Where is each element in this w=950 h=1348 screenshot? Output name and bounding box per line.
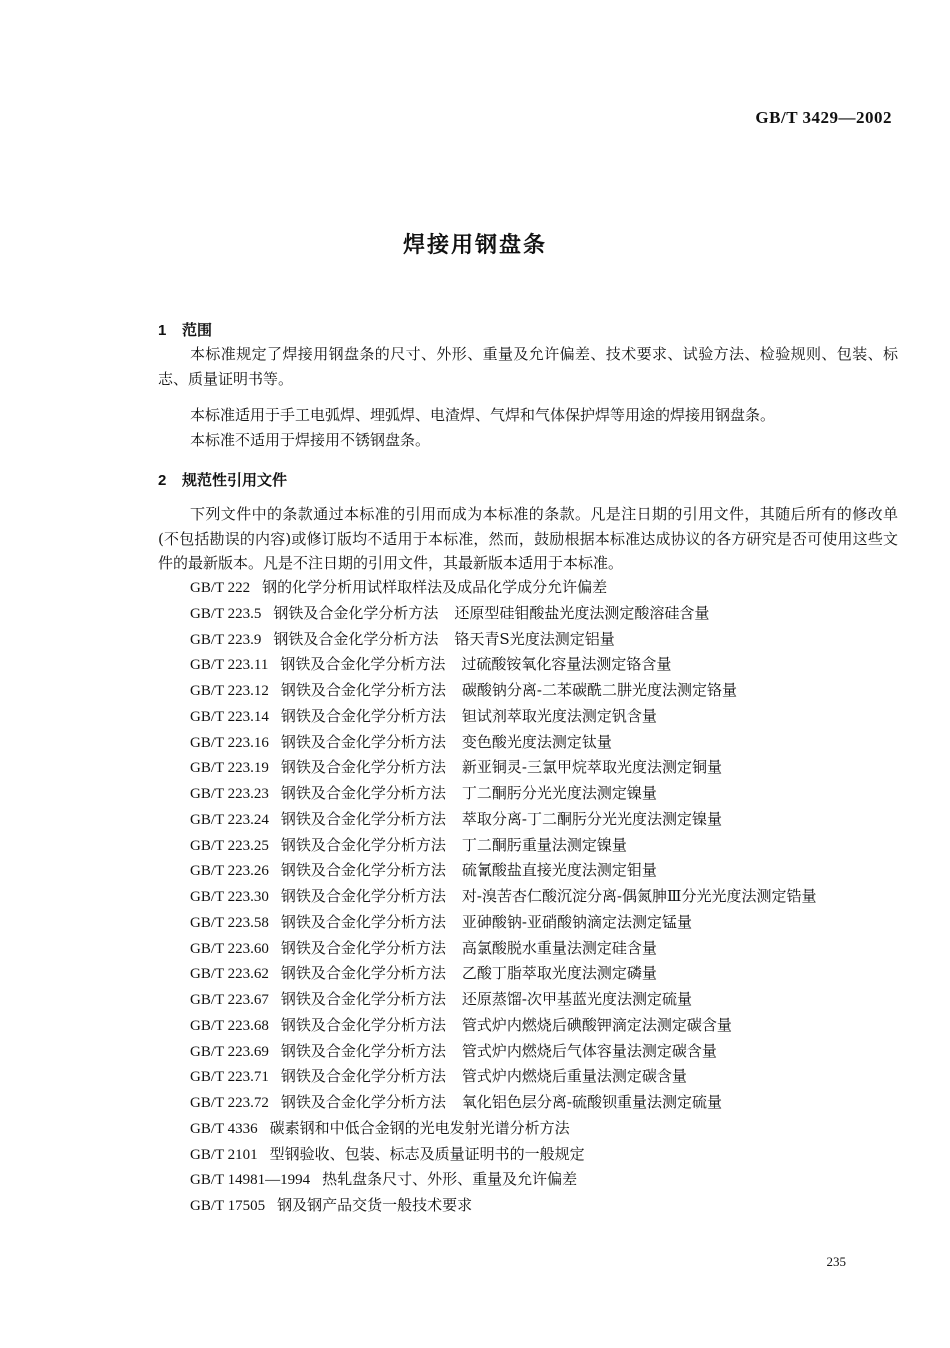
reference-item <box>158 1116 898 1142</box>
reference-series: 钢铁及合金化学分析方法 <box>280 990 446 1008</box>
reference-title: 丁二酮肟重量法测定镍量 <box>461 835 627 854</box>
scope-paragraph: 本标准不适用于焊接用不锈钢盘条。 <box>190 431 431 449</box>
reference-title: 过硫酸铵氧化容量法测定铬含量 <box>461 655 672 674</box>
reference-title: 硫氰酸盐直接光度法测定钼量 <box>461 861 657 880</box>
reference-title: 氧化铝色层分离-硫酸钡重量法测定硫量 <box>461 1093 722 1111</box>
reference-series: 钢铁及合金化学分析方法 <box>280 1041 446 1060</box>
reference-title: 碳酸钠分离-二苯碳酰二肼光度法测定铬量 <box>461 681 737 699</box>
reference-title: 管式炉内燃烧后气体容量法测定碳含量 <box>461 1041 717 1060</box>
reference-series: 钢铁及合金化学分析方法 <box>280 1093 446 1111</box>
reference-item <box>158 1142 898 1168</box>
reference-title: 变色酸光度法测定钛量 <box>461 732 612 751</box>
reference-series: 钢铁及合金化学分析方法 <box>280 938 446 957</box>
reference-code: GB/T 223.67 <box>190 992 269 1008</box>
reference-series: 钢铁及合金化学分析方法 <box>280 655 446 674</box>
reference-code: GB/T 223.26 <box>190 863 269 880</box>
reference-code: GB/T 223.12 <box>190 683 269 699</box>
reference-title: 管式炉内燃烧后重量法测定碳含量 <box>461 1067 687 1086</box>
standard-number-header: GB/T 3429—2002 <box>755 108 892 127</box>
reference-title: 对-溴苦杏仁酸沉淀分离-偶氮胂Ⅲ分光光度法测定锆量 <box>461 887 817 905</box>
scope-paragraph: 本标准规定了焊接用钢盘条的尺寸、外形、重量及允许偏差、技术要求、试验方法、检验规则、包装、标志、质量证明书等。 <box>158 345 898 388</box>
reference-code: GB/T 4336 <box>190 1120 258 1137</box>
reference-title: 萃取分离-丁二酮肟分光光度法测定镍量 <box>461 809 722 828</box>
section-title: 范围 <box>182 321 213 339</box>
reference-item <box>158 1193 898 1219</box>
reference-item <box>158 678 898 704</box>
reference-title: 亚砷酸钠-亚硝酸钠滴定法测定锰量 <box>461 912 692 931</box>
reference-item <box>158 781 898 807</box>
reference-code: GB/T 223.71 <box>190 1069 269 1086</box>
section-number: 1 <box>158 322 167 339</box>
reference-title: 新亚铜灵-三氯甲烷萃取光度法测定铜量 <box>461 758 722 777</box>
section-heading-normative-references <box>158 469 287 490</box>
reference-item <box>158 575 898 601</box>
reference-series: 钢铁及合金化学分析方法 <box>280 809 446 828</box>
reference-code: GB/T 223.58 <box>190 914 269 931</box>
reference-code: GB/T 223.19 <box>190 760 269 777</box>
reference-code: GB/T 17505 <box>190 1198 266 1214</box>
reference-series: 钢铁及合金化学分析方法 <box>280 1067 446 1086</box>
reference-code: GB/T 223.72 <box>190 1095 269 1111</box>
reference-title: 乙酸丁脂萃取光度法测定磷量 <box>461 964 657 983</box>
reference-series: 钢铁及合金化学分析方法 <box>280 835 446 854</box>
references-intro-paragraph: 下列文件中的条款通过本标准的引用而成为本标准的条款。凡是注日期的引用文件，其随后所有的修改单(不包括勘误的内容)或修订版均不适用于本标准，然而，鼓励根据本标准达成协议的各方研究是否可使用这些文件的最新版本。凡是不注日期的引用文件，其最新版本适用于本标准。 <box>158 505 898 572</box>
reference-series: 钢铁及合金化学分析方法 <box>280 887 446 905</box>
scope-paragraph: 本标准适用于手工电弧焊、埋弧焊、电渣焊、气焊和气体保护焊等用途的焊接用钢盘条。 <box>190 406 776 424</box>
reference-item <box>158 833 898 859</box>
reference-item <box>158 1013 898 1039</box>
reference-item <box>158 884 898 910</box>
reference-title: 高氯酸脱水重量法测定硅含量 <box>461 938 657 957</box>
reference-title: 还原型硅钼酸盐光度法测定酸溶硅含量 <box>454 603 710 622</box>
reference-code: GB/T 2101 <box>190 1146 258 1163</box>
reference-code: GB/T 223.14 <box>190 708 269 725</box>
reference-series: 钢铁及合金化学分析方法 <box>280 964 446 983</box>
reference-item <box>158 936 898 962</box>
reference-title: 铬天青S光度法测定铝量 <box>454 629 615 648</box>
reference-code: GB/T 223.5 <box>190 605 262 622</box>
reference-series: 钢铁及合金化学分析方法 <box>273 629 439 648</box>
reference-series: 钢铁及合金化学分析方法 <box>280 732 446 751</box>
reference-code: GB/T 223.68 <box>190 1017 269 1034</box>
document-title: 焊接用钢盘条 <box>402 233 547 258</box>
reference-item <box>158 807 898 833</box>
reference-item <box>158 652 898 678</box>
reference-title: 热轧盘条尺寸、外形、重量及允许偏差 <box>322 1170 578 1189</box>
reference-item <box>158 730 898 756</box>
reference-series: 钢铁及合金化学分析方法 <box>280 861 446 880</box>
reference-code: GB/T 222 <box>190 580 251 596</box>
reference-series: 钢铁及合金化学分析方法 <box>273 603 439 622</box>
reference-title: 管式炉内燃烧后碘酸钾滴定法测定碳含量 <box>461 1015 732 1034</box>
reference-series: 钢铁及合金化学分析方法 <box>280 1015 446 1034</box>
reference-item <box>158 1090 898 1116</box>
reference-item <box>158 1167 898 1193</box>
reference-item <box>158 627 898 653</box>
reference-item <box>158 704 898 730</box>
reference-code: GB/T 14981—1994 <box>190 1172 311 1189</box>
reference-code: GB/T 223.23 <box>190 786 269 802</box>
reference-series: 钢铁及合金化学分析方法 <box>280 706 446 725</box>
reference-title: 还原蒸馏-次甲基蓝光度法测定硫量 <box>461 990 692 1008</box>
section-title: 规范性引用文件 <box>182 471 288 489</box>
reference-code: GB/T 223.30 <box>190 889 269 905</box>
reference-title: 钽试剂萃取光度法测定钒含量 <box>461 706 657 725</box>
reference-item <box>158 601 898 627</box>
reference-item <box>158 961 898 987</box>
reference-item <box>158 1064 898 1090</box>
reference-item <box>158 755 898 781</box>
page-number: 235 <box>826 1254 846 1269</box>
reference-item <box>158 858 898 884</box>
reference-code: GB/T 223.60 <box>190 940 269 957</box>
reference-list <box>158 575 898 1219</box>
reference-item <box>158 910 898 936</box>
reference-item <box>158 1039 898 1065</box>
reference-series: 钢铁及合金化学分析方法 <box>280 758 446 777</box>
section-heading-scope <box>158 319 212 340</box>
reference-series: 钢铁及合金化学分析方法 <box>280 784 446 802</box>
reference-code: GB/T 223.11 <box>190 657 269 674</box>
reference-series: 钢铁及合金化学分析方法 <box>280 681 446 699</box>
reference-code: GB/T 223.24 <box>190 811 269 828</box>
reference-item <box>158 987 898 1013</box>
reference-title: 丁二酮肟分光光度法测定镍量 <box>461 784 657 802</box>
reference-title: 碳素钢和中低合金钢的光电发射光谱分析方法 <box>269 1118 570 1137</box>
reference-title: 型钢验收、包装、标志及质量证明书的一般规定 <box>269 1144 585 1163</box>
reference-code: GB/T 223.69 <box>190 1043 269 1060</box>
section-number: 2 <box>158 472 167 489</box>
reference-code: GB/T 223.25 <box>190 837 269 854</box>
reference-code: GB/T 223.16 <box>190 734 269 751</box>
reference-series: 钢铁及合金化学分析方法 <box>280 912 446 931</box>
reference-title: 钢的化学分析用试样取样法及成品化学成分允许偏差 <box>262 578 608 596</box>
reference-title: 钢及钢产品交货一般技术要求 <box>277 1196 473 1214</box>
reference-code: GB/T 223.9 <box>190 631 262 648</box>
reference-code: GB/T 223.62 <box>190 966 269 983</box>
